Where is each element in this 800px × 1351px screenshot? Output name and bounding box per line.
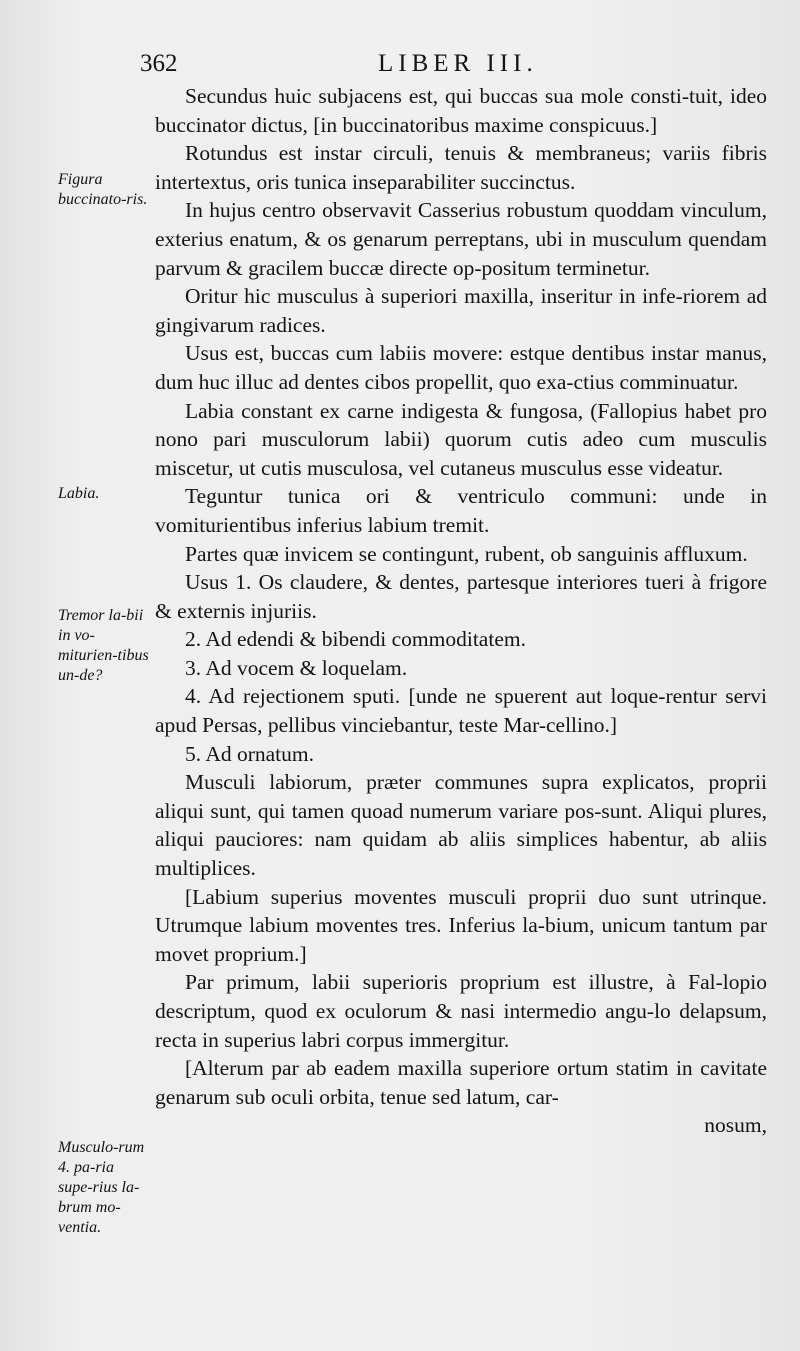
running-head: LIBER III.	[378, 50, 538, 77]
paragraph: Secundus huic subjacens est, qui buccas sua mole consti-tuit, ideo buccinator dictus, [in buccinatoribus maxime conspicuus.]	[155, 84, 767, 137]
margin-note: Labia.	[58, 485, 100, 502]
catchword: nosum,	[704, 1113, 767, 1138]
margin-note: Figura buccinato-ris.	[58, 171, 148, 208]
paragraph: Par primum, labii superioris proprium est illustre, à Fal-lopio descriptum, quod ex oculorum & nasi intermedio angu-lo delapsum, recta in superius labri corpus immergitur.	[155, 970, 767, 1052]
paragraph: Labia constant ex carne indigesta & fungosa, (Fallopius habet pro nono pari musculorum labii) quorum cutis adeo cum musculis miscetur, ut cutis musculosa, vel cutaneus musculus esse videatur.	[155, 398, 767, 480]
body-text	[155, 82, 767, 1140]
margin-note: Tremor la-bii in vo-miturien-tibus un-de?	[58, 607, 149, 684]
paragraph: Musculi labiorum, præter communes supra explicatos, proprii aliqui sunt, qui tamen quoad numerum variare pos-sunt. Aliqui plures, aliqui pauciores: nam quidam ab aliis simplices habentur, ab aliis multiplices.	[155, 770, 767, 881]
list-item: 4. Ad rejectionem sputi. [unde ne spuerent aut loque-rentur servi apud Persas, pellibus vinciebantur, teste Mar-cellino.]	[155, 684, 767, 738]
paragraph: In hujus centro observavit Casserius robustum quoddam vinculum, exterius enatum, & os genarum perreptans, ubi in musculum quendam parvum & gracilem buccæ directe op-positum terminetur.	[155, 198, 767, 280]
paragraph: Usus est, buccas cum labiis movere: estque dentibus instar manus, dum huc illuc ad dentes cibos propellit, quo exa-ctius comminuatur.	[155, 341, 767, 394]
list-item: 2. Ad edendi & bibendi commoditatem.	[185, 627, 526, 652]
list-item: 5. Ad ornatum.	[185, 741, 314, 766]
paragraph: Teguntur tunica ori & ventriculo communi: unde in vomiturientibus inferius labium tremit.	[155, 484, 767, 537]
paragraph: [Alterum par ab eadem maxilla superiore ortum statim in cavitate genarum sub oculi orbita, tenue sed latum, car-	[155, 1056, 767, 1109]
paragraph: Oritur hic musculus à superiori maxilla, inseritur in infe-riorem ad gingivarum radices.	[155, 284, 767, 337]
paragraph: Rotundus est instar circuli, tenuis & membraneus; variis fibris intertextus, oris tunica inseparabiliter succinctus.	[155, 141, 767, 194]
margin-note: Musculo-rum 4. pa-ria supe-rius la-brum mo-ventia.	[58, 1139, 145, 1236]
list-item: 3. Ad vocem & loquelam.	[185, 655, 408, 680]
paragraph: Partes quæ invicem se contingunt, rubent, ob sanguinis affluxum.	[185, 541, 748, 566]
page-number: 362	[140, 50, 178, 77]
paragraph: Usus 1. Os claudere, & dentes, partesque interiores tueri à frigore & externis injuriis.	[155, 570, 767, 623]
paragraph: [Labium superius moventes musculi proprii duo sunt utrinque. Utrumque labium moventes tres. Inferius la-bium, unicum tantum par movet proprium.]	[155, 884, 767, 966]
